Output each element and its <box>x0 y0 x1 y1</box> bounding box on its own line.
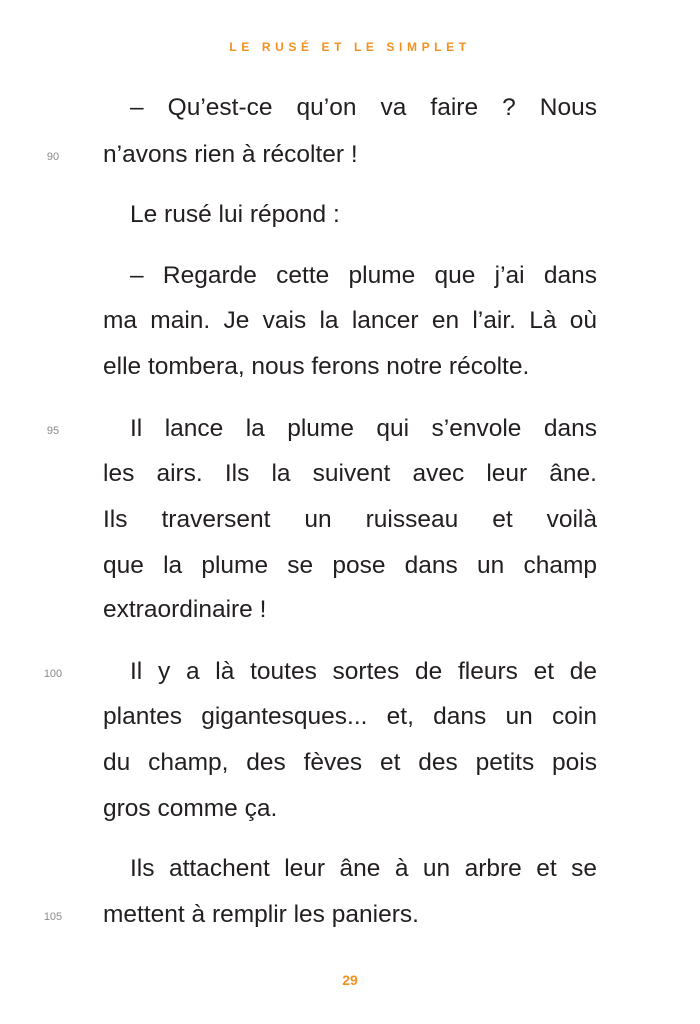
text-line: gros comme ça. <box>103 795 278 822</box>
text-line: elle tombera, nous ferons notre récolte. <box>103 353 530 380</box>
page-number: 29 <box>342 972 358 988</box>
line-number: 95 <box>46 425 60 437</box>
text-line: n’avons rien à récolter ! <box>103 141 358 168</box>
text-line: mettent à remplir les paniers. <box>103 901 419 928</box>
text-line: – Regarde cette plume que j’ai dans <box>130 262 597 289</box>
text-line: Il lance la plume qui s’envole dans <box>130 415 597 442</box>
text-line: Ils attachent leur âne à un arbre et se <box>130 855 597 882</box>
line-number: 105 <box>43 911 63 923</box>
text-line: du champ, des fèves et des petits pois <box>103 749 597 776</box>
running-title: LE RUSÉ ET LE SIMPLET <box>229 40 471 54</box>
text-line: plantes gigantesques... et, dans un coin <box>103 703 597 730</box>
text-line: Il y a là toutes sortes de fleurs et de <box>130 658 597 685</box>
text-line: Le rusé lui répond : <box>130 201 340 228</box>
text-line: extraordinaire ! <box>103 596 267 623</box>
text-line: – Qu’est-ce qu’on va faire ? Nous <box>130 94 597 121</box>
line-number: 100 <box>43 668 63 680</box>
text-line: Ils traversent un ruisseau et voilà <box>103 506 597 533</box>
text-line: les airs. Ils la suivent avec leur âne. <box>103 460 597 487</box>
text-line: que la plume se pose dans un champ <box>103 552 597 579</box>
line-number: 90 <box>46 151 60 163</box>
text-line: ma main. Je vais la lancer en l’air. Là où <box>103 307 597 334</box>
